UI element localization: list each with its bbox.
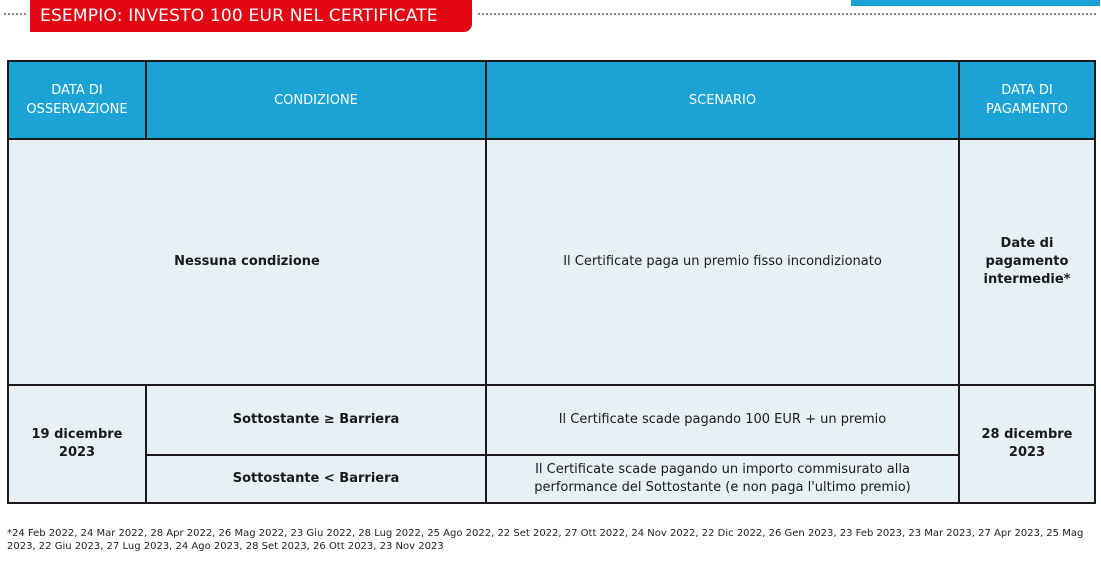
header-observation-date: DATA DI OSSERVAZIONE: [8, 61, 146, 139]
scenario-cell: Il Certificate paga un premio fisso incondizionato: [486, 139, 959, 385]
condition-cell: Sottostante ≥ Barriera: [146, 385, 486, 455]
table-row: [8, 455, 1095, 503]
header-scenario: SCENARIO: [486, 61, 959, 139]
scenario-cell: Il Certificate scade pagando un importo commisurato alla performance del Sottostante (e non paga l'ultimo premio): [486, 455, 959, 503]
header-payment-date: DATA DI PAGAMENTO: [959, 61, 1095, 139]
condition-cell: Sottostante < Barriera: [146, 455, 486, 503]
observation-date-cell: 19 dicembre 2023: [8, 385, 146, 503]
payment-date-cell: 28 dicembre 2023: [959, 385, 1095, 503]
condition-cell: Nessuna condizione: [8, 139, 486, 385]
section-banner: [30, 0, 472, 32]
scenario-cell: Il Certificate scade pagando 100 EUR + un premio: [486, 385, 959, 455]
corner-accent-bar: [851, 0, 1100, 6]
payment-date-cell: Date di pagamento intermedie*: [959, 139, 1095, 385]
dotted-divider-left: [4, 13, 26, 15]
header-row: [8, 61, 1095, 139]
header-condition: CONDIZIONE: [146, 61, 486, 139]
footnote: *24 Feb 2022, 24 Mar 2022, 28 Apr 2022, 26 Mag 2022, 23 Giu 2022, 28 Lug 2022, 25 Ago 2022, 22 Set 2022, 27 Ott 2022, 24 Nov 2022, 22 Dic 2022, 26 Gen 2023, 23 Feb 2023, 23 Mar 2023, 27 Apr 2023, 25 Mag 2023, 22 Giu 2023, 27 Lug 2023, 24 Ago 2023, 28 Set 2023, 26 Ott 2023, 23 Nov 2023: [7, 528, 1084, 552]
banner-title: ESEMPIO: INVESTO 100 EUR NEL CERTIFICATE: [40, 6, 438, 26]
dotted-divider-right: [478, 13, 1096, 15]
table-row: [8, 385, 1095, 455]
scenario-table: [7, 60, 1096, 504]
table-row: [8, 139, 1095, 385]
